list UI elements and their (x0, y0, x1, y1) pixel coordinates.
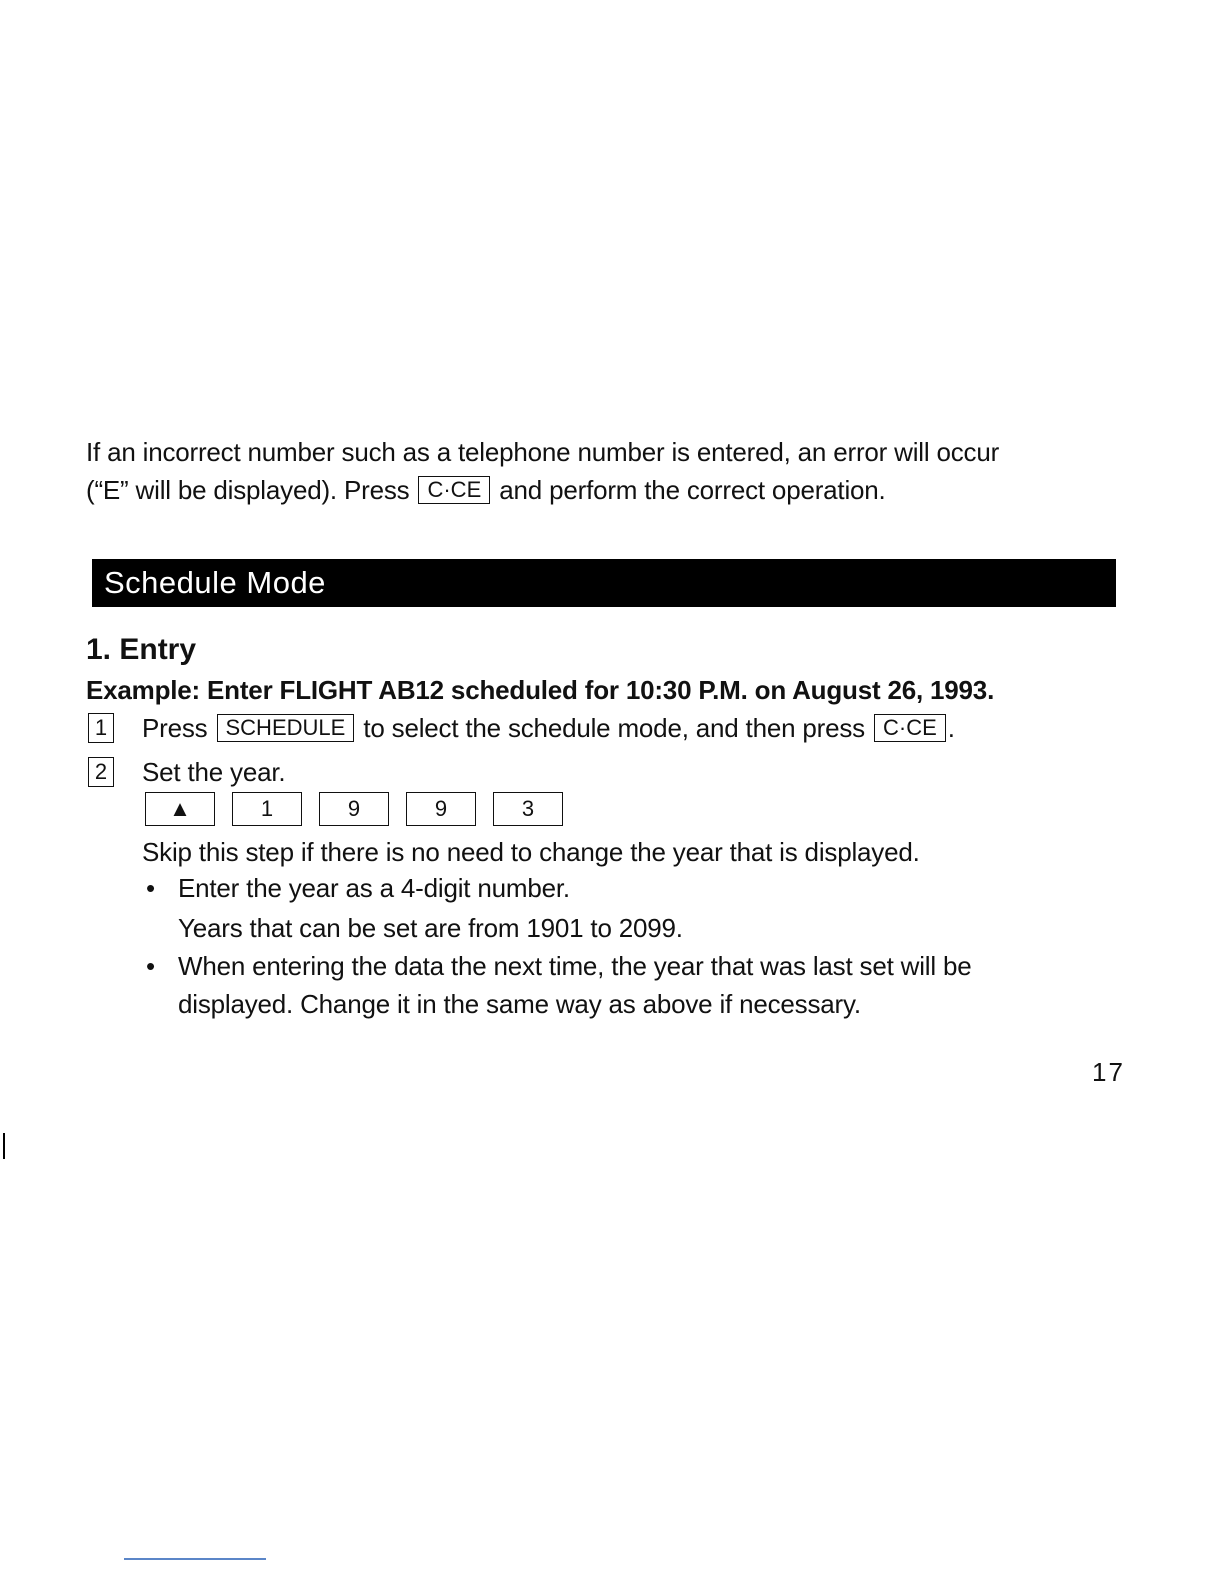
digit-key-9: 9 (319, 792, 389, 826)
bullet-dot-2: • (146, 951, 156, 981)
section-header-bar (92, 559, 1116, 607)
up-arrow-key: ▲ (145, 792, 215, 826)
bottom-rule (124, 1558, 266, 1560)
schedule-key-label: SCHEDULE (217, 714, 355, 742)
step-1-before: Press (142, 713, 208, 743)
step-1-middle: to select the schedule mode, and then press (363, 713, 865, 743)
digit-key-1: 1 (232, 792, 302, 826)
bullet-2-line-2: displayed. Change it in the same way as above if necessary. (178, 989, 861, 1019)
intro-line-2-before: (“E” will be displayed). Press (86, 475, 410, 505)
step-text-2: Set the year. (142, 757, 286, 787)
cce-key-label: C·CE (418, 476, 490, 504)
page-number: 17 (1092, 1057, 1125, 1087)
step-number-1: 1 (88, 713, 114, 743)
intro-line-2 (86, 471, 1126, 509)
bullet-2-line-1: When entering the data the next time, the year that was last set will be (178, 951, 972, 981)
step-number-2: 2 (88, 757, 114, 787)
entry-heading: 1. Entry (86, 633, 197, 666)
step-text-1 (142, 710, 955, 746)
digit-key-3: 3 (493, 792, 563, 826)
margin-mark (3, 1133, 5, 1159)
bullet-dot-1: • (146, 873, 156, 903)
cce-key-label-2: C·CE (874, 714, 946, 742)
bullet-1-line-1: Enter the year as a 4-digit number. (178, 873, 570, 903)
example-text: Example: Enter FLIGHT AB12 scheduled for 10:30 P.M. on August 26, 1993. (86, 675, 995, 705)
section-title: Schedule Mode (104, 565, 326, 600)
intro-paragraph (86, 433, 1126, 509)
digit-key-9-second: 9 (406, 792, 476, 826)
intro-line-2-after: and perform the correct operation. (499, 475, 886, 505)
step-1-after: . (947, 713, 955, 743)
skip-note: Skip this step if there is no need to change the year that is displayed. (142, 837, 920, 867)
bullet-1-line-2: Years that can be set are from 1901 to 2099. (178, 913, 683, 943)
intro-line-1: If an incorrect number such as a telephone number is entered, an error will occur (86, 437, 1000, 467)
